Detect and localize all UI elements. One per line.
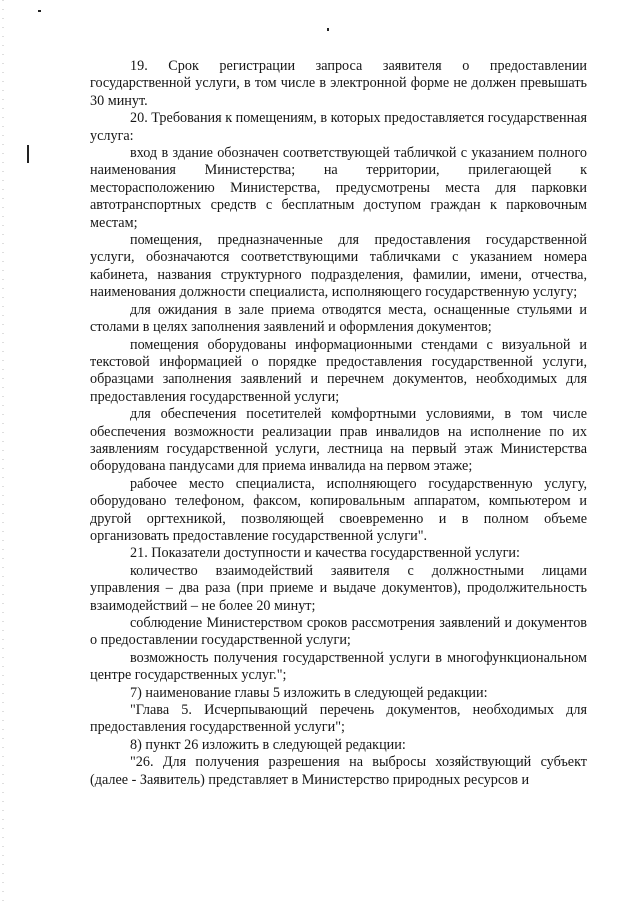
paragraph-item-19: 19. Срок регистрации запроса заявителя о предоставлении государственной услуги, в том числе в электронной форме не должен превышать 30 минут. xyxy=(90,58,587,109)
paragraph-chapter-5: "Глава 5. Исчерпывающий перечень документов, необходимых для предоставления государственной услуги"; xyxy=(90,702,587,736)
paragraph-waiting: для ожидания в зале приема отводятся места, оснащенные стульями и столами в целях заполнения заявлений и оформления документов; xyxy=(90,301,587,336)
paragraph-item-20: 20. Требования к помещениям, в которых предоставляется государственная услуга: xyxy=(90,110,587,144)
document-body xyxy=(90,58,587,789)
paragraph-item-21: 21. Показатели доступности и качества государственной услуги: xyxy=(130,545,520,562)
paragraph-workplace: рабочее место специалиста, исполняющего государственную услугу, оборудовано телефоном, факсом, копировальным аппаратом, компьютером и другой оргтехникой, позволяющей своевременно и в полном объеме организовать предоставление государственной услуги". xyxy=(90,475,587,544)
paragraph-rooms: помещения, предназначенные для предоставления государственной услуги, обозначаются соответствующими табличками с указанием номера кабинета, названия структурного подразделения, фамилии, имени, отчества, наименования должности специалиста, исполняющего государственную услугу; xyxy=(90,232,587,301)
scan-edge-noise xyxy=(2,0,4,905)
paragraph-amend-7: 7) наименование главы 5 изложить в следующей редакции: xyxy=(130,684,488,701)
paragraph-mfc: возможность получения государственной услуги в многофункциональном центре государственных услуг."; xyxy=(90,649,587,684)
paragraph-stands: помещения оборудованы информационными стендами с визуальной и текстовой информацией о порядке предоставления государственной услуги, образцами заполнения заявлений и перечнем документов, необходимых для предоставления государственной услуги; xyxy=(90,336,587,405)
paragraph-interactions: количество взаимодействий заявителя с должностными лицами управления – два раза (при приеме и выдаче документов), продолжительность взаимодействий – не более 20 минут; xyxy=(90,562,587,614)
paragraph-amend-8: 8) пункт 26 изложить в следующей редакции: xyxy=(130,736,406,753)
paragraph-accessibility: для обеспечения посетителей комфортными условиями, в том числе обеспечения возможности реализации прав инвалидов на исполнение по их заявлениям государственной услуги, лестница на первый этаж Министерства оборудована пандусами для приема инвалида на первом этаже; xyxy=(90,406,587,475)
scan-speck xyxy=(38,10,41,12)
paragraph-item-26: "26. Для получения разрешения на выбросы хозяйствующий субъект (далее - Заявитель) представляет в Министерство природных ресурсов и xyxy=(90,754,587,788)
scan-margin-mark xyxy=(27,145,29,163)
scan-speck xyxy=(327,28,329,31)
paragraph-entrance: вход в здание обозначен соответствующей табличкой с указанием полного наименования Министерства; на территории, прилегающей к месторасположению Министерства, предусмотрены места для парковки автотранспортных средств с бесплатным доступом граждан к парковочным местам; xyxy=(90,145,587,231)
paragraph-deadlines: соблюдение Министерством сроков рассмотрения заявлений и документов о предоставлении государственной услуги; xyxy=(90,615,587,649)
